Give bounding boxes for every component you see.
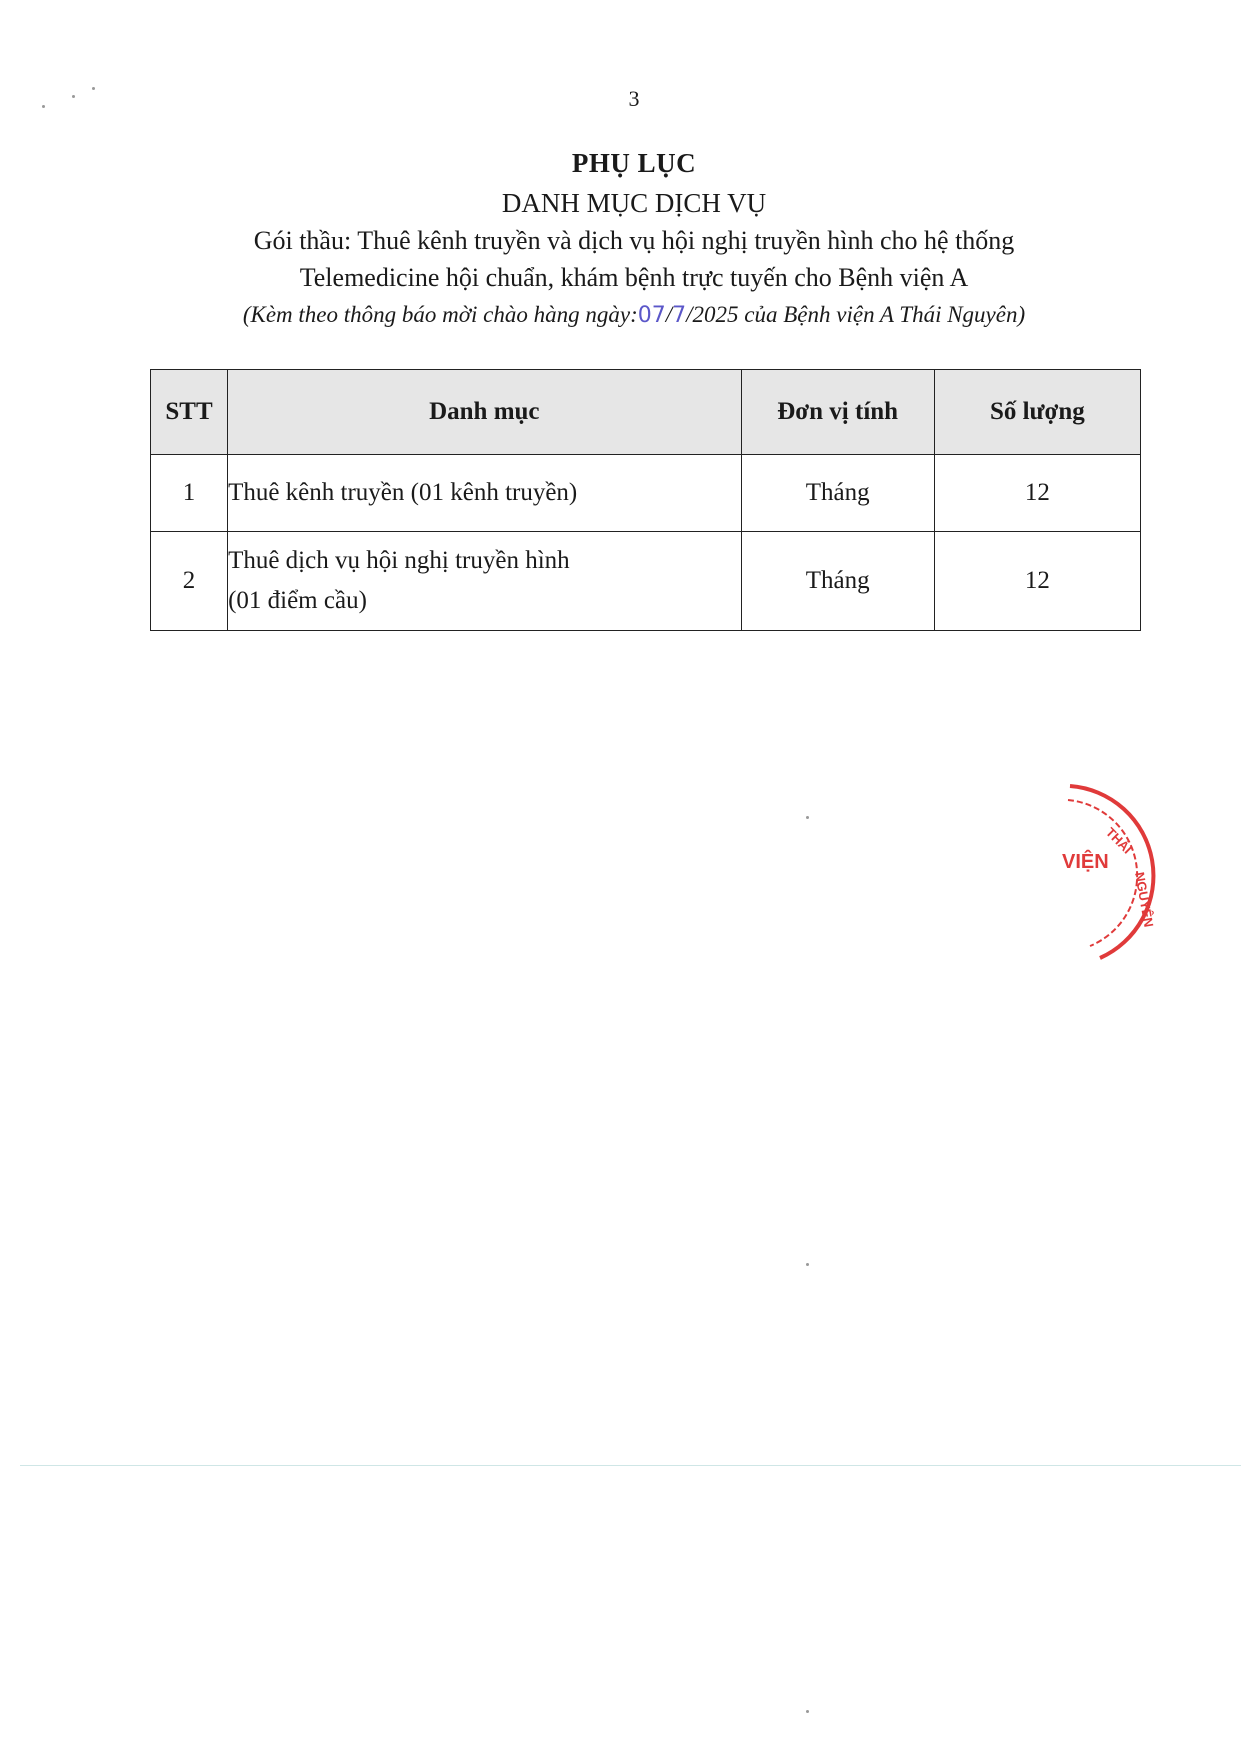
page-number: 3	[628, 86, 640, 111]
seal-text-arc2: NGUYÊN	[1132, 870, 1157, 929]
package-line-1: Gói thầu: Thuê kênh truyền và dịch vụ hội nghị truyền hình cho hệ thống	[253, 226, 1015, 255]
header-unit: Đơn vị tính	[741, 370, 934, 455]
attachment-note	[0, 302, 1241, 328]
note-suffix: /2025 của Bệnh viện A Thái Nguyên)	[686, 302, 1026, 327]
cell-name	[228, 532, 742, 631]
header-name: Danh mục	[228, 370, 742, 455]
seal-text-arc1: THÁI	[1102, 824, 1135, 857]
table-header-row	[151, 370, 1141, 455]
cell-unit: Tháng	[741, 455, 934, 532]
handwritten-month: 7	[672, 303, 687, 328]
header-qty: Số lượng	[934, 370, 1140, 455]
seal-inner-arc	[1068, 800, 1137, 946]
scan-speck	[806, 816, 809, 819]
cell-name: Thuê kênh truyền (01 kênh truyền)	[228, 455, 742, 532]
cell-stt: 1	[151, 455, 228, 532]
scan-speck	[806, 1263, 809, 1266]
cell-qty: 12	[934, 532, 1140, 631]
header-stt: STT	[151, 370, 228, 455]
note-separator: /	[665, 302, 673, 327]
scan-speck	[806, 1710, 809, 1713]
cell-name-line-1: Thuê dịch vụ hội nghị truyền hình	[228, 547, 570, 574]
cell-name-line-2: (01 điểm cầu)	[228, 587, 367, 614]
seal-text-main: VIỆN	[1062, 851, 1109, 873]
hospital-seal-stamp	[1040, 778, 1190, 978]
cell-qty: 12	[934, 455, 1140, 532]
note-prefix: (Kèm theo thông báo mời chào hàng ngày:	[242, 302, 638, 327]
service-catalog-table	[150, 369, 1141, 631]
cell-stt: 2	[151, 532, 228, 631]
cell-unit: Tháng	[741, 532, 934, 631]
table-row	[151, 455, 1141, 532]
page-divider-line	[20, 1465, 1241, 1466]
appendix-title: PHỤ LỤC	[571, 148, 697, 178]
handwritten-day: 07	[637, 303, 666, 328]
package-line-2: Telemedicine hội chuẩn, khám bệnh trực tuyến cho Bệnh viện A	[299, 263, 969, 292]
catalog-subtitle: DANH MỤC DỊCH VỤ	[501, 188, 767, 218]
table-row	[151, 532, 1141, 631]
